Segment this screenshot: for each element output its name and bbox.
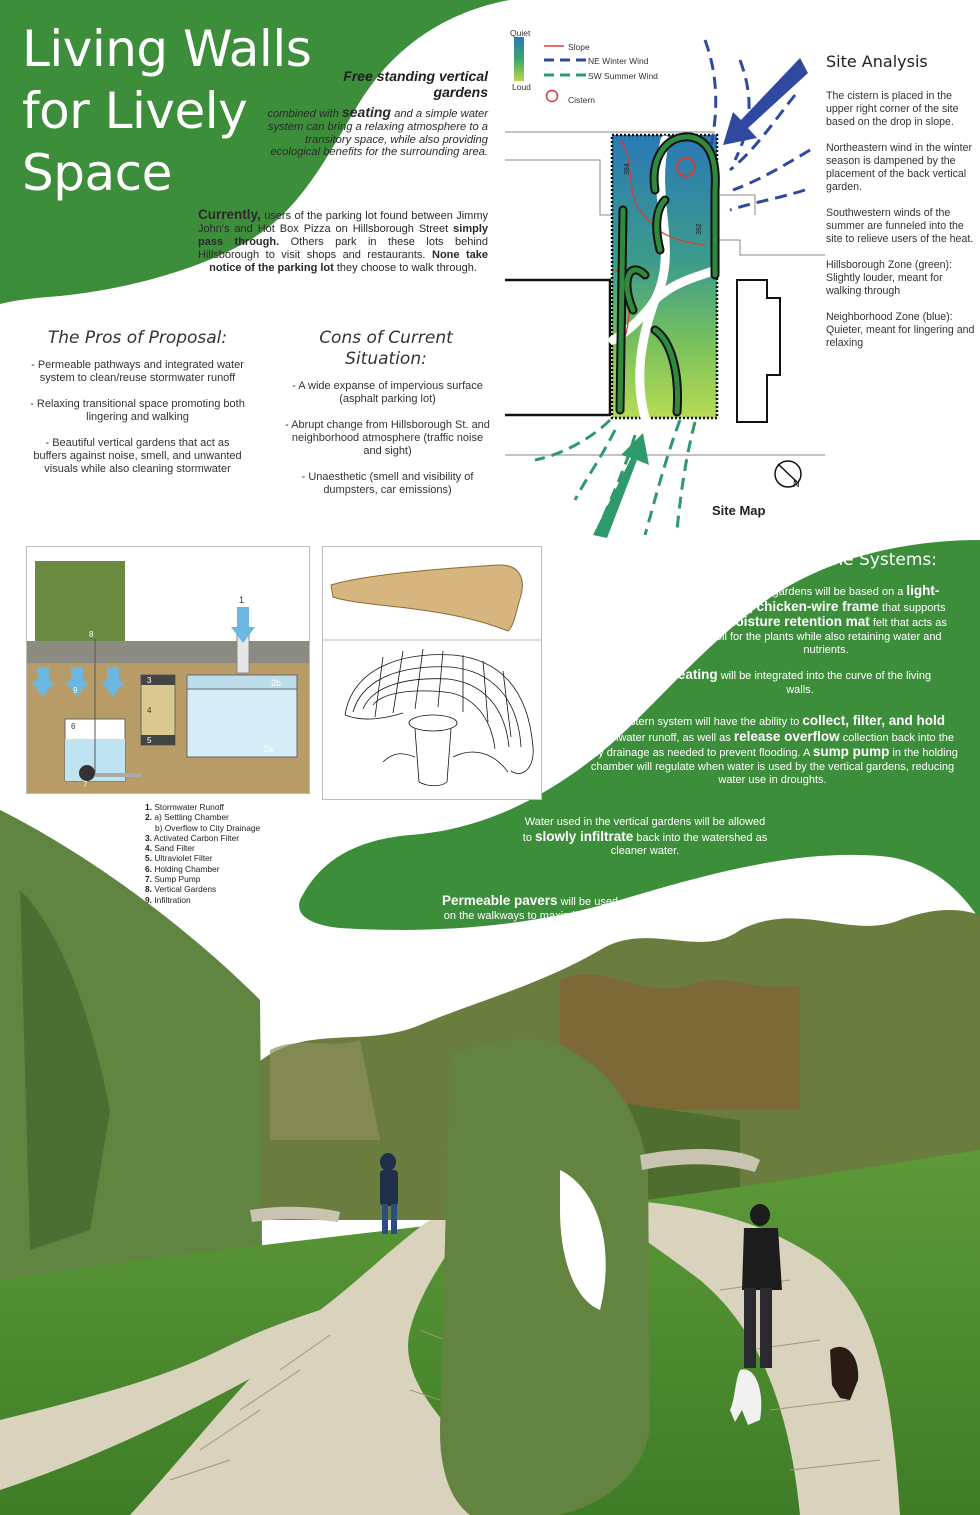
site-analysis-title: Site Analysis (826, 52, 928, 71)
systems-title: The Systems: (822, 550, 937, 570)
intro-body (265, 106, 488, 159)
diagram-label-7: 7 (83, 780, 88, 789)
current-situation-text (198, 208, 488, 275)
site-analysis-paragraph: Hillsborough Zone (green): Slightly louder, meant for walking through (826, 259, 953, 297)
site-analysis-paragraph: The cistern is placed in the upper right corner of the site based on the drop in slope. (826, 90, 959, 128)
legend-row: 6. Holding Chamber (145, 863, 220, 874)
systems-paragraph-2: Seating will be integrated into the curve of the living walls. (668, 667, 932, 696)
building-outline (737, 280, 780, 422)
label-392: 392 (696, 223, 703, 235)
current-text-2: Others park in these lots behind Hillsborough to visit shops and restaurants. (198, 236, 489, 261)
stone-layer (27, 641, 309, 663)
cons-heading: Cons of Current Situation: (319, 328, 453, 369)
intro-subtitle: Free standing vertical gardens (343, 68, 488, 100)
seating-render (323, 547, 541, 799)
cons-item: - A wide expanse of impervious surface (asphalt parking lot) (292, 380, 483, 405)
parking-lot-outline (505, 280, 610, 415)
legend-row: b) Overflow to City Drainage (155, 822, 261, 833)
site-analysis-paragraph: Northeastern wind in the winter season is dampened by the placement of the back vertical garden. (826, 142, 973, 193)
seating-render-panel (322, 546, 542, 800)
pros-item: - Permeable pathways and integrated water system to clean/reuse stormwater runoff (31, 359, 244, 384)
pros-item: - Beautiful vertical gardens that act as buffers against noise, smell, and unwanted visuals while also cleaning stormwater (33, 437, 242, 475)
current-bold-2: None take notice of the parking lot (209, 249, 489, 274)
legend-row: 7. Sump Pump (145, 874, 201, 885)
site-analysis-paragraph: Southwestern winds of the summer are funneled into the site to relieve users of the heat. (826, 207, 974, 245)
diagram-label-2a: 2a (263, 744, 274, 754)
site-analysis-body (826, 90, 976, 363)
systems-paragraph-1: The vertical gardens will be based on a light-weight, chicken-wire frame that supports the moisture retention mat felt that acts as soil for the plants while also retaining water and nutrients. (705, 583, 947, 656)
cistern-diagram (27, 547, 309, 793)
pros-item: - Relaxing transitional space promoting both lingering and walking (30, 398, 245, 423)
current-bold-1: simply pass through. (198, 223, 488, 248)
legend-quiet: Quiet (510, 28, 531, 38)
label-394: 394 (624, 163, 631, 175)
wood-bench-shape (331, 565, 522, 631)
pros-heading: The Pros of Proposal: (47, 328, 228, 348)
sump-pump (79, 765, 95, 781)
site-analysis-paragraph: Neighborhood Zone (blue): Quieter, meant for lingering and relaxing (826, 311, 975, 349)
legend-row: 4. Sand Filter (145, 843, 195, 854)
legend-loud: Loud (512, 82, 531, 92)
current-text-1: users of the parking lot found between Jimmy John's and Hot Box Pizza on Hillsborough Street (198, 210, 488, 235)
legend-row: 8. Vertical Gardens (145, 884, 217, 895)
diagram-label-6: 6 (71, 722, 76, 731)
current-text-3: they choose to walk through. (336, 262, 477, 274)
cons-column (285, 328, 490, 510)
wireframe-seat (345, 649, 533, 786)
current-lead: Currently, (198, 207, 261, 222)
legend-row: 1. Stormwater Runoff (145, 802, 224, 812)
diagram-label-9: 9 (73, 686, 78, 695)
diagram-label-4: 4 (147, 706, 152, 715)
diagram-label-1: 1 (239, 595, 245, 605)
intro-combined-with: combined with (267, 108, 339, 120)
person-walking-far (380, 1153, 398, 1234)
perspective-rendering (0, 810, 980, 1515)
systems-paragraph-3: The cistern system will have the ability to collect, filter, and hold stormwater runoff, as well as release overflow collection back into the city drainage as needed to prevent flooding. A sump pump in the holding chamber will regulate when water is used by the vertical gardens, reducing water use in droughts. (587, 713, 958, 786)
systems-paragraph-5: Permeable pavers will be used on the walkways to maximize water retention. (441, 893, 619, 935)
poster-title: Living Walls for Lively Space (22, 20, 312, 202)
site-map (505, 40, 825, 540)
legend-sw-wind: SW Summer Wind (588, 71, 658, 81)
legend-row: 9. Infiltration (145, 894, 191, 905)
legend-slope: Slope (568, 42, 590, 52)
diagram-label-2b: 2b (271, 678, 282, 688)
pros-column (30, 328, 245, 489)
sw-wind-arrow (593, 433, 649, 538)
intro-seating: seating (341, 104, 391, 120)
cons-item: - Abrupt change from Hillsborough St. and neighborhood atmosphere (traffic noise and sight) (285, 419, 490, 457)
intro-body-text: and a simple water system can bring a relaxing atmosphere to a transitory space, while also providing ecological benefits for the surrounding area. (267, 108, 488, 159)
diagram-label-5: 5 (147, 736, 152, 745)
sw-wind-lines (535, 420, 695, 535)
legend-row: 2. a) Settling Chamber (145, 812, 229, 823)
legend-cistern: Cistern (568, 95, 595, 105)
cistern-diagram-panel (26, 546, 310, 794)
site-map-label: Site Map (712, 503, 766, 518)
cons-item: - Unaesthetic (smell and visibility of dumpsters, car emissions) (301, 471, 474, 496)
north-label: N (793, 479, 800, 489)
systems-paragraph-4: Water used in the vertical gardens will be allowed to slowly infiltrate back into the watershed as cleaner water. (522, 816, 768, 857)
legend-row: 3. Activated Carbon Filter (145, 832, 240, 843)
runoff-arrow-icon (231, 607, 255, 643)
diagram-label-3: 3 (147, 676, 152, 685)
legend-row: 5. Ultraviolet Filter (145, 853, 213, 864)
legend-ne-wind: NE Winter Wind (588, 56, 649, 66)
diagram-label-8: 8 (89, 630, 94, 639)
